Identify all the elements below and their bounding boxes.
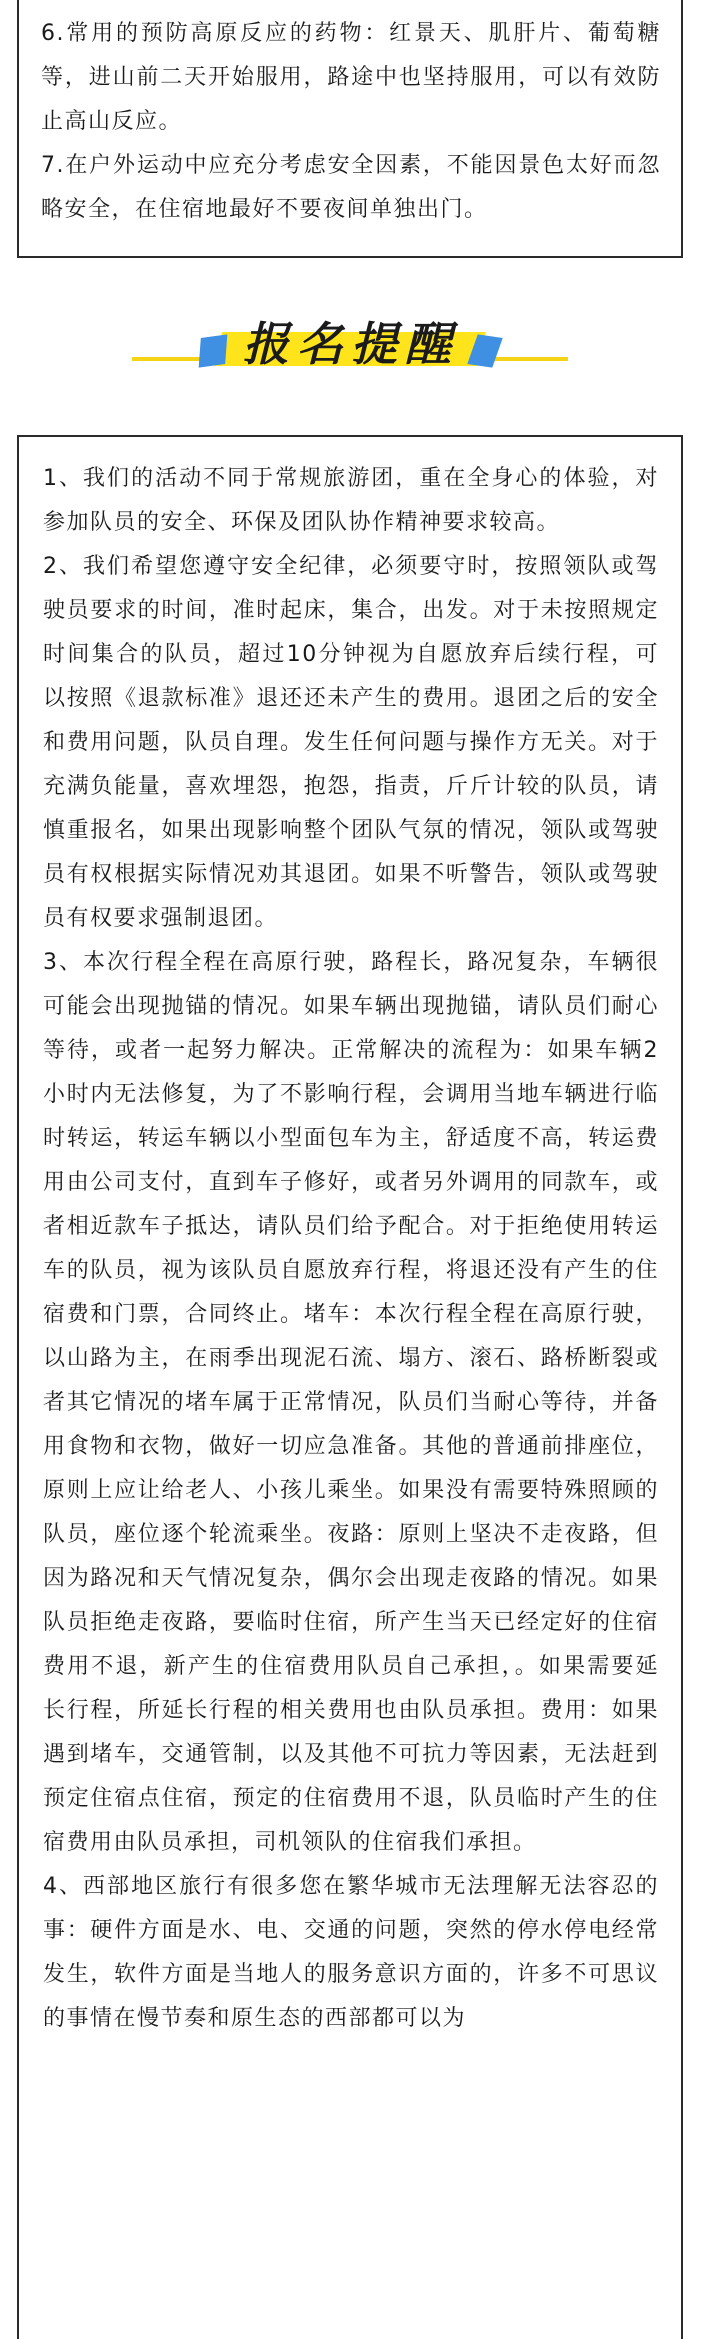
precaution-item-7: 7.在户外运动中应充分考虑安全因素，不能因景色太好而忽略安全，在住宿地最好不要夜间单独出门。 (41, 153, 661, 222)
heading-title: 报名提醒 (243, 317, 459, 371)
precautions-box (17, 0, 683, 258)
section-heading (0, 300, 702, 410)
reminder-item-4: 4、西部地区旅行有很多您在繁华城市无法理解无法容忍的事：硬件方面是水、电、交通的问题，突然的停水停电经常发生，软件方面是当地人的服务意识方面的，许多不可思议的事情在慢节奏和原生态的西部都可以为 (43, 1874, 659, 2031)
reminder-item-1: 1、我们的活动不同于常规旅游团，重在全身心的体验，对参加队员的安全、环保及团队协作精神要求较高。 (43, 466, 659, 535)
reminder-item-2: 2、我们希望您遵守安全纪律，必须要守时，按照领队或驾驶员要求的时间，准时起床，集合，出发。对于未按照规定时间集合的队员，超过10分钟视为自愿放弃后续行程，可以按照《退款标准》退还还未产生的费用。退团之后的安全和费用问题，队员自理。发生任何问题与操作方无关。对于充满负能量，喜欢埋怨，抱怨，指责，斤斤计较的队员，请慎重报名，如果出现影响整个团队气氛的情况，领队或驾驶员有权根据实际情况劝其退团。如果不听警告，领队或驾驶员有权要求强制退团。 (43, 554, 659, 931)
precaution-item-6: 6.常用的预防高原反应的药物：红景天、肌肝片、葡萄糖等，进山前二天开始服用，路途中也坚持服用，可以有效防止高山反应。 (41, 21, 661, 134)
reminder-item-3: 3、本次行程全程在高原行驶，路程长，路况复杂，车辆很可能会出现抛锚的情况。如果车辆出现抛锚，请队员们耐心等待，或者一起努力解决。正常解决的流程为：如果车辆2小时内无法修复，为了不影响行程，会调用当地车辆进行临时转运，转运车辆以小型面包车为主，舒适度不高，转运费用由公司支付，直到车子修好，或者另外调用的同款车，或者相近款车子抵达，请队员们给予配合。对于拒绝使用转运车的队员，视为该队员自愿放弃行程，将退还没有产生的住宿费和门票，合同终止。堵车：本次行程全程在高原行驶，以山路为主，在雨季出现泥石流、塌方、滚石、路桥断裂或者其它情况的堵车属于正常情况，队员们当耐心等待，并备用食物和衣物，做好一切应急准备。其他的普通前排座位，原则上应让给老人、小孩儿乘坐。如果没有需要特殊照顾的队员，座位逐个轮流乘坐。夜路：原则上坚决不走夜路，但因为路况和天气情况复杂，偶尔会出现走夜路的情况。如果队员拒绝走夜路，要临时住宿，所产生当天已经定好的住宿费用不退，新产生的住宿费用队员自己承担，。如果需要延长行程，所延长行程的相关费用也由队员承担。费用：如果遇到堵车，交通管制，以及其他不可抗力等因素，无法赶到预定住宿点住宿，预定的住宿费用不退，队员临时产生的住宿费用由队员承担，司机领队的住宿我们承担。 (43, 950, 659, 1855)
registration-reminder-box (17, 435, 683, 2339)
